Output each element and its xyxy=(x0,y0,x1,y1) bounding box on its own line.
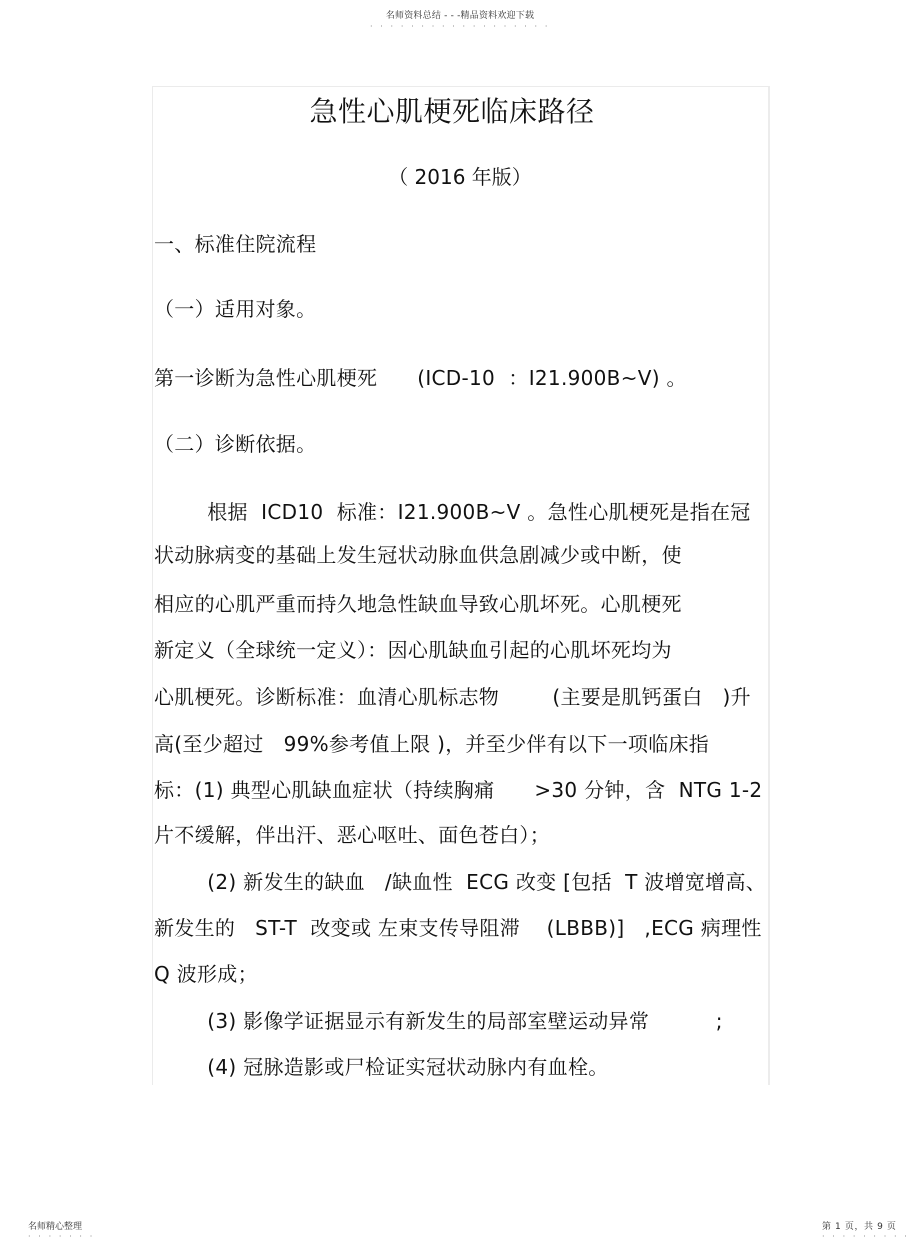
paragraph-line: 新发生的 ST-T 改变或 左束支传导阻滞 (LBBB)] ,ECG 病理性 xyxy=(154,916,762,940)
page-number xyxy=(822,1219,909,1241)
header-text: 名师资料总结 - - -精品资料欢迎下载 xyxy=(385,11,535,21)
paragraph-line: (3) 影像学证据显示有新发生的局部室壁运动异常 ; xyxy=(154,1009,723,1033)
paragraph-line: 相应的心肌严重而持久地急性缺血导致心肌坏死。心肌梗死 xyxy=(154,592,682,616)
footer-left-text: 名师精心整理 xyxy=(28,1222,83,1232)
footer-left xyxy=(28,1219,95,1241)
paragraph-line: Q 波形成； xyxy=(154,962,258,986)
document-title: 急性心肌梗死临床路径 xyxy=(309,95,595,128)
document-subtitle: （ 2016 年版） xyxy=(388,165,532,189)
footer-right-dots: · · · · · · · · · xyxy=(822,1232,910,1241)
paragraph-line: 新定义（全球统一定义）：因心肌缺血引起的心肌坏死均为 xyxy=(154,638,672,662)
paragraph-line: 心肌梗死。诊断标准：血清心肌标志物 (主要是肌钙蛋白 )升 xyxy=(154,685,751,709)
paragraph-line: 状动脉病变的基础上发生冠状动脉血供急剧减少或中断，使 xyxy=(154,543,682,567)
paragraph-line: 根据 ICD10 标准：I21.900B~V 。急性心肌梗死是指在冠 xyxy=(154,500,751,524)
paragraph-line: (2) 新发生的缺血 /缺血性 ECG 改变 [包括 T 波增宽增高、 xyxy=(154,870,767,894)
header-dots: · · · · · · · · · · · · · · · · · · xyxy=(369,22,550,31)
paragraph-line: 标：(1) 典型心肌缺血症状（持续胸痛 >30 分钟，含 NTG 1-2 xyxy=(154,778,763,802)
footer-left-dots: · · · · · · · xyxy=(28,1232,95,1241)
paragraph-line: (4) 冠脉造影或尸检证实冠状动脉内有血栓。 xyxy=(154,1055,609,1079)
subsection-heading: （二）诊断依据。 xyxy=(154,432,317,456)
paragraph-line: 片不缓解，伴出汗、恶心呕吐、面色苍白）； xyxy=(154,823,550,847)
subsection-heading: （一）适用对象。 xyxy=(154,297,317,321)
section-heading: 一、标准住院流程 xyxy=(154,232,317,256)
paragraph-line: 高(至少超过 99%参考值上限 )，并至少伴有以下一项临床指 xyxy=(154,732,710,756)
paragraph-line: 第一诊断为急性心肌梗死 (ICD-10 ：I21.900B~V) 。 xyxy=(154,366,687,390)
page-header xyxy=(0,8,920,31)
page-number-text: 第 1 页，共 9 页 xyxy=(822,1222,897,1232)
